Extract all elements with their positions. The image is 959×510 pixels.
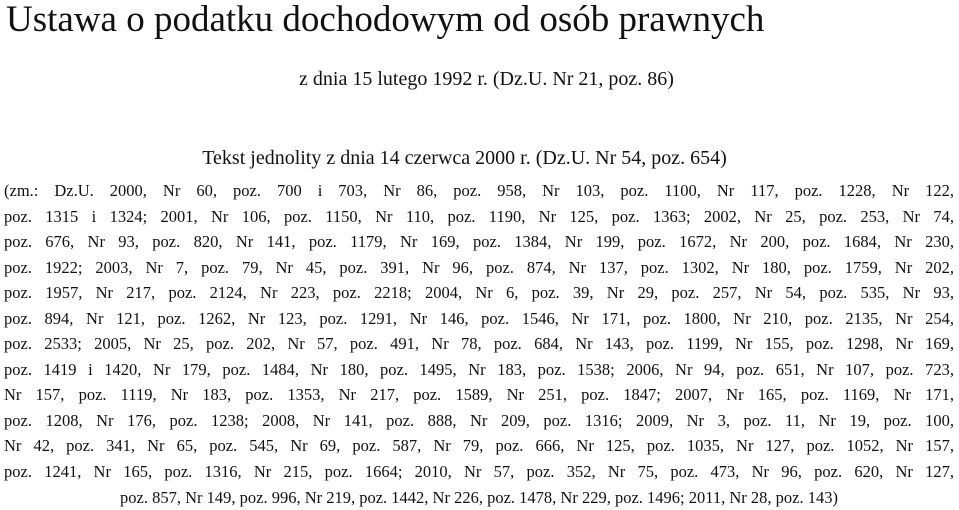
amendment-line: poz. 1208, Nr 176, poz. 1238; 2008, Nr 141, poz. 888, Nr 209, poz. 1316; 2009, Nr 3, poz. 11, Nr 19, poz. 100, <box>4 410 954 430</box>
amendment-line: (zm.: Dz.U. 2000, Nr 60, poz. 700 i 703, Nr 86, poz. 958, Nr 103, poz. 1100, Nr 117, poz. 1228, Nr 122, <box>4 181 954 200</box>
amendment-line: poz. 894, Nr 121, poz. 1262, Nr 123, poz. 1291, Nr 146, poz. 1546, Nr 171, poz. 1800, Nr 210, poz. 2135, Nr 254, <box>4 308 954 328</box>
amendment-line: poz. 1315 i 1324; 2001, Nr 106, poz. 1150, Nr 110, poz. 1190, Nr 125, poz. 1363; 2002, Nr 25, poz. 253, Nr 74, <box>4 206 954 226</box>
amendment-line: Nr 157, poz. 1119, Nr 183, poz. 1353, Nr 217, poz. 1589, Nr 251, poz. 1847; 2007, Nr 165, poz. 1169, Nr 171, <box>4 385 954 405</box>
amendment-line: poz. 1922; 2003, Nr 7, poz. 79, Nr 45, poz. 391, Nr 96, poz. 874, Nr 137, poz. 1302, Nr 180, poz. 1759, Nr 202, <box>4 257 954 277</box>
amendment-line: poz. 1419 i 1420, Nr 179, poz. 1484, Nr 180, poz. 1495, Nr 183, poz. 1538; 2006, Nr 94, poz. 651, Nr 107, poz. 723, <box>4 359 954 379</box>
enactment-date-line: z dnia 15 lutego 1992 r. (Dz.U. Nr 21, poz. 86) <box>299 68 674 90</box>
amendments-list <box>4 178 954 510</box>
amendment-line: Nr 42, poz. 341, Nr 65, poz. 545, Nr 69, poz. 587, Nr 79, poz. 666, Nr 125, poz. 1035, Nr 127, poz. 1052, Nr 157, <box>4 436 954 456</box>
consolidated-text-line: Tekst jednolity z dnia 14 czerwca 2000 r. (Dz.U. Nr 54, poz. 654) <box>202 147 727 169</box>
amendment-line: poz. 1241, Nr 165, poz. 1316, Nr 215, poz. 1664; 2010, Nr 57, poz. 352, Nr 75, poz. 473, Nr 96, poz. 620, Nr 127, <box>4 462 954 482</box>
amendment-line: poz. 676, Nr 93, poz. 820, Nr 141, poz. 1179, Nr 169, poz. 1384, Nr 199, poz. 1672, Nr 200, poz. 1684, Nr 230, <box>4 232 954 252</box>
amendment-line: poz. 2533; 2005, Nr 25, poz. 202, Nr 57, poz. 491, Nr 78, poz. 684, Nr 143, poz. 1199, Nr 155, poz. 1298, Nr 169, <box>4 334 954 354</box>
document-title: Ustawa o podatku dochodowym od osób prawnych <box>6 0 765 40</box>
amendment-line: poz. 857, Nr 149, poz. 996, Nr 219, poz. 1442, Nr 226, poz. 1478, Nr 229, poz. 1496; 2011, Nr 28, poz. 143) <box>120 487 838 507</box>
amendment-line: poz. 1957, Nr 217, poz. 2124, Nr 223, poz. 2218; 2004, Nr 6, poz. 39, Nr 29, poz. 257, Nr 54, poz. 535, Nr 93, <box>4 283 954 303</box>
